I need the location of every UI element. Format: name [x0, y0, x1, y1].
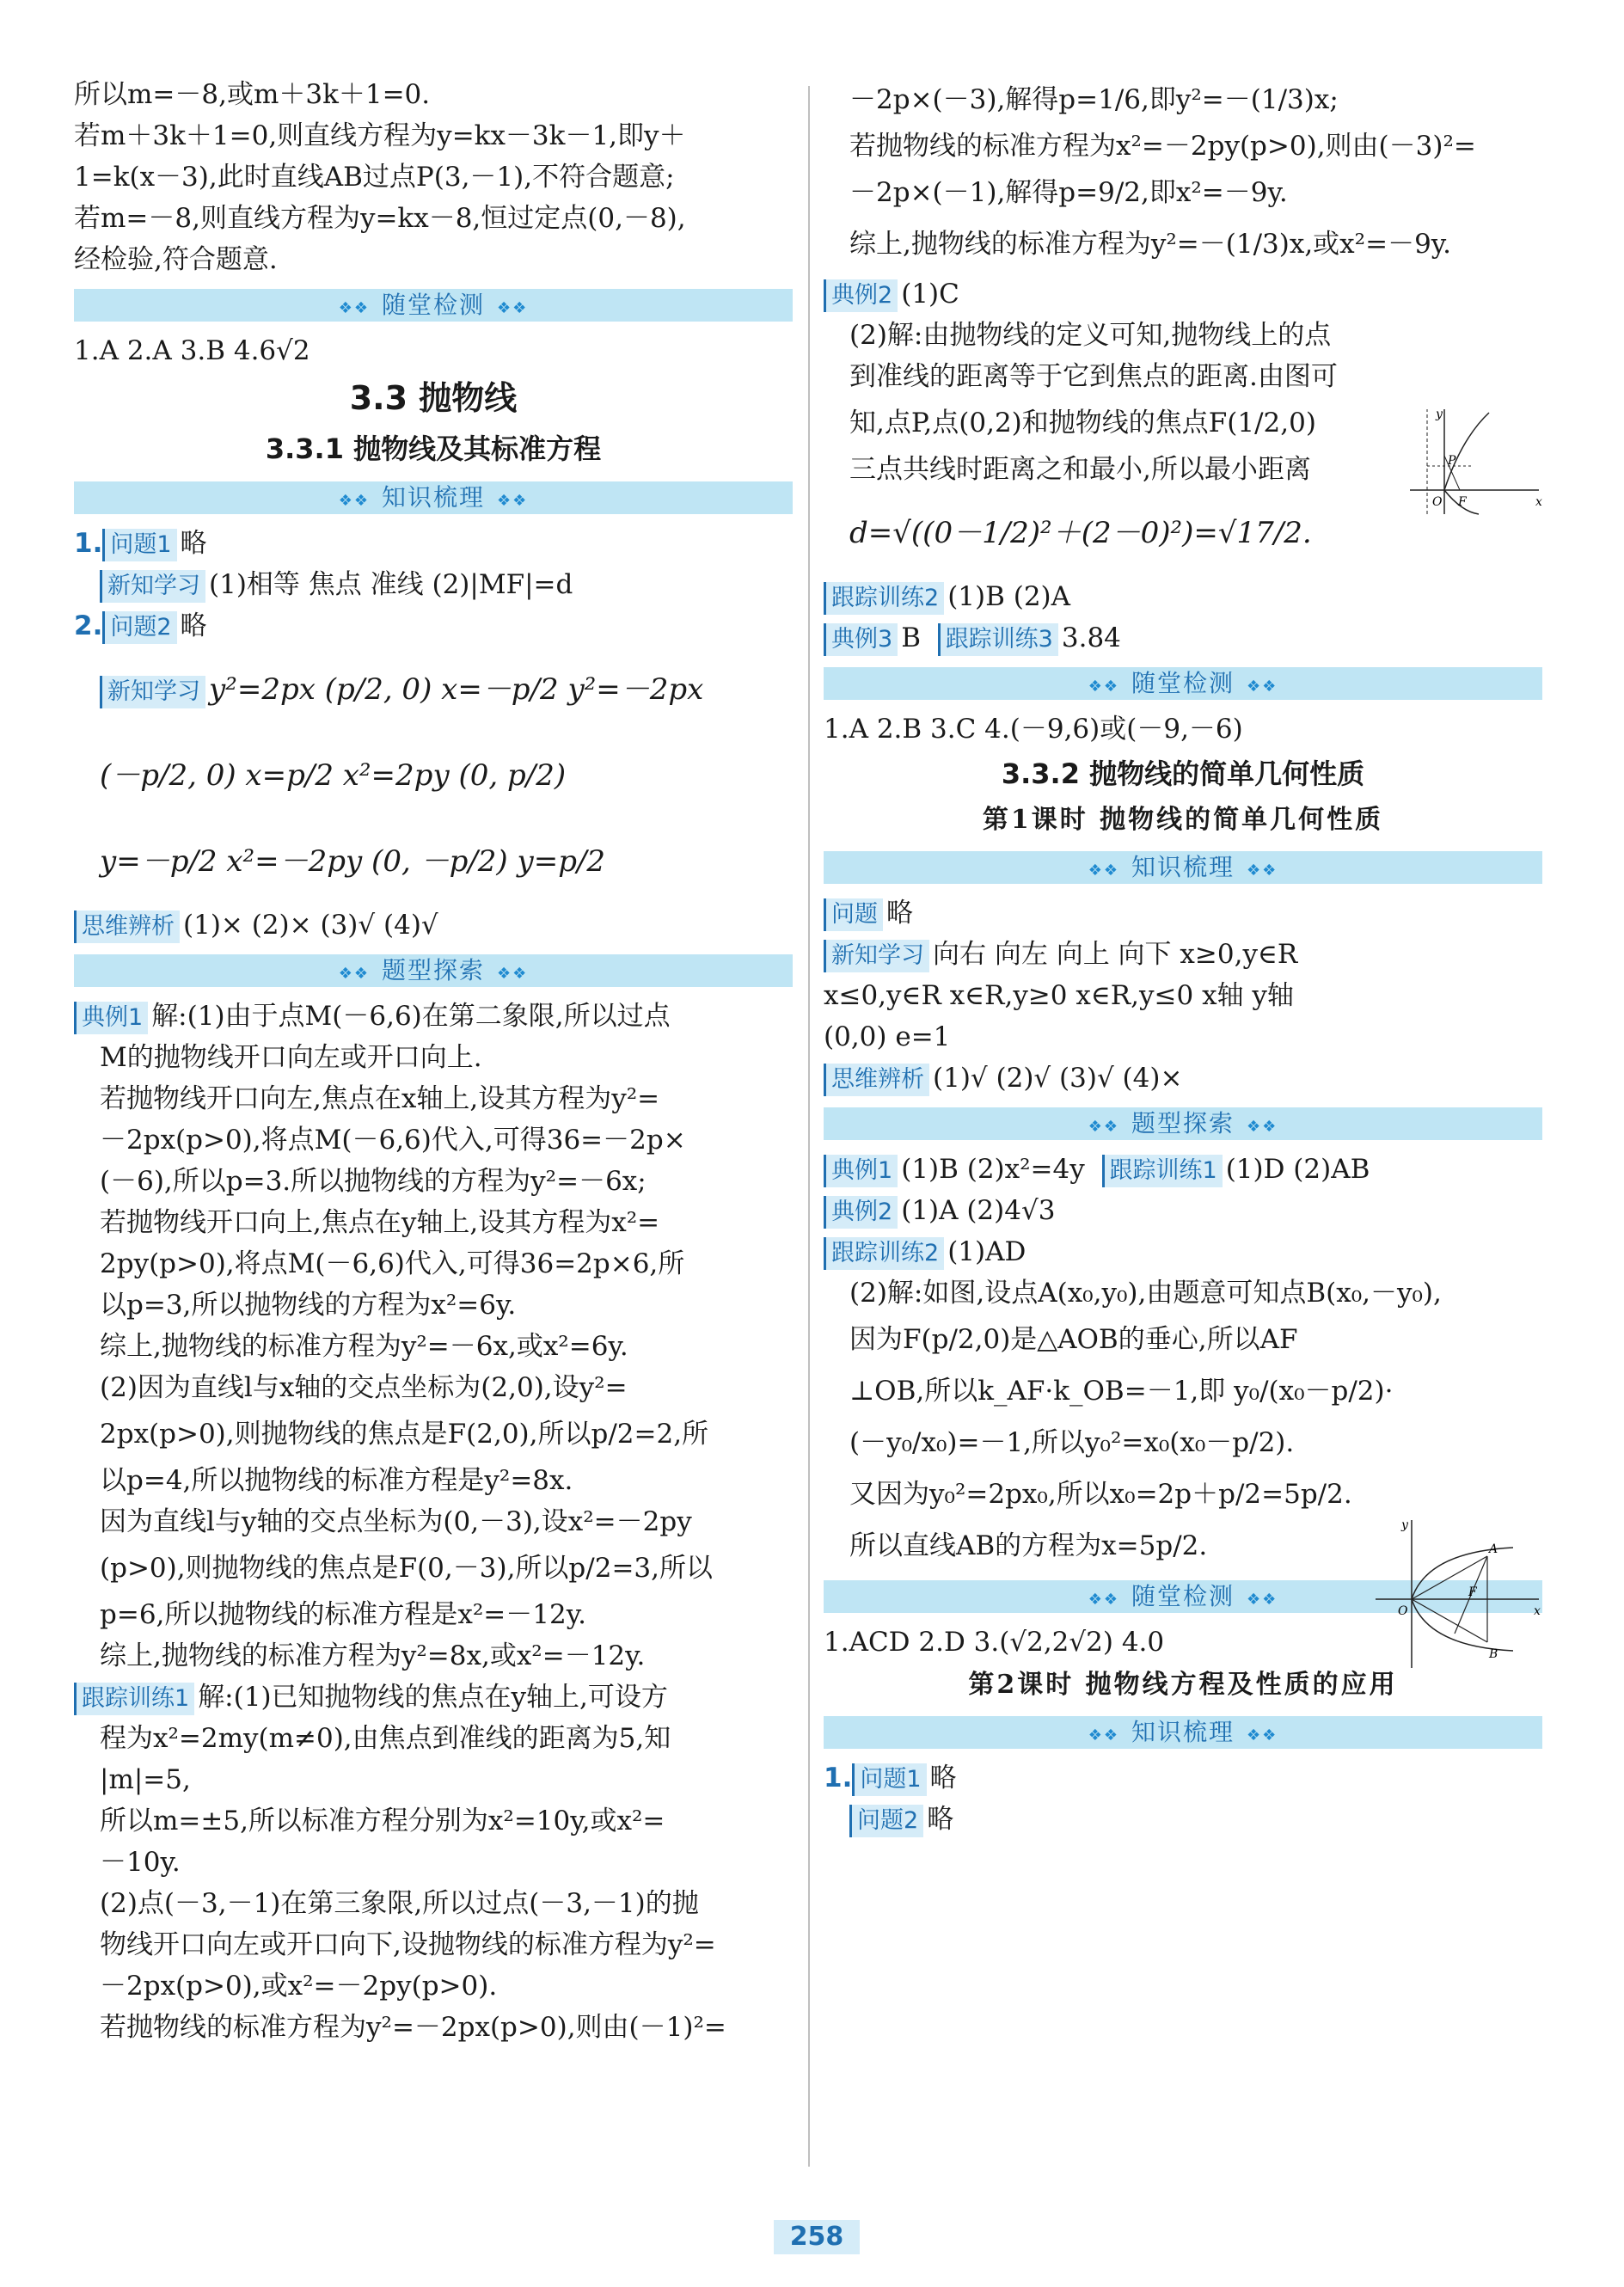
section-band-knowledge [824, 1716, 1542, 1749]
text-line: －2p×(－3),解得p=1/6,即y²=－(1/3)x; [849, 84, 1339, 115]
band-label: 知识梳理 [1131, 853, 1235, 881]
item-text: 略 [929, 1763, 957, 1793]
tag-label: 问题 [824, 898, 883, 931]
tag-label: 问题2 [849, 1805, 923, 1837]
band-dots-icon: ❖❖ [1088, 678, 1119, 696]
band-dots-icon: ❖❖ [1088, 1591, 1119, 1609]
item-line [74, 605, 793, 647]
item-line [824, 576, 1542, 617]
item-line [74, 904, 793, 946]
item-text: (1)C [901, 279, 959, 310]
tag-label: 跟踪训练2 [824, 1237, 944, 1270]
item-text: (1)AD [947, 1236, 1026, 1267]
formula-line [74, 819, 793, 904]
item-text: 略 [886, 898, 913, 929]
band-label: 随堂检测 [1131, 1582, 1235, 1610]
band-dots-icon: ❖❖ [1247, 861, 1278, 880]
tag-label: 新知学习 [100, 676, 205, 708]
section-band-practice [74, 289, 793, 322]
tag-label: 典例2 [824, 279, 898, 312]
parabola-figure-1 [1410, 404, 1547, 516]
band-dots-icon: ❖❖ [1088, 1726, 1119, 1744]
text-line: (2)因为直线l与x轴的交点坐标为(2,0),设y²= [100, 1372, 628, 1403]
band-label: 题型探索 [381, 956, 485, 984]
text-line: ⊥OB,所以k_AF·k_OB=－1,即 y₀/(x₀－p/2)· [849, 1376, 1394, 1407]
column-divider [808, 86, 810, 2167]
segment-ob [1412, 1599, 1487, 1642]
item-text: (1)D (2)AB [1225, 1154, 1370, 1185]
band-dots-icon: ❖❖ [1088, 1118, 1119, 1136]
text-line: －2p×(－1),解得p=9/2,即x²=－9y. [849, 177, 1288, 208]
text-line: 因为F(p/2,0)是△AOB的垂心,所以AF [849, 1324, 1298, 1355]
item-text: 略 [927, 1804, 954, 1835]
item-number: 1. [74, 528, 103, 559]
text-line: 三点共线时距离之和最小,所以最小距离 [849, 454, 1311, 485]
text-line: 知,点P,点(0,2)和抛物线的焦点F(1/2,0) [849, 408, 1316, 438]
tag-label: 典例2 [824, 1196, 898, 1229]
band-label: 知识梳理 [381, 483, 485, 512]
tag-label: 跟踪训练3 [938, 623, 1058, 656]
subsection-title: 3.3.2 抛物线的简单几何性质 [1001, 757, 1365, 790]
item-line [74, 523, 793, 564]
item-text: (1)× (2)× (3)√ (4)√ [183, 910, 438, 941]
lesson-title: 第2课时 抛物线方程及性质的应用 [968, 1670, 1398, 1700]
band-label: 随堂检测 [381, 291, 485, 319]
fig-label-y: y [1436, 408, 1443, 421]
text-line: 2py(p>0),将点M(－6,6)代入,可得36=2p×6,所 [100, 1248, 685, 1279]
fig-label-o: O [1432, 495, 1443, 509]
item-text: 略 [180, 528, 207, 559]
tag-label: 思维辨析 [74, 911, 180, 943]
band-dots-icon: ❖❖ [1247, 1118, 1278, 1136]
text-line: (2)解:如图,设点A(x₀,y₀),由题意可知点B(x₀,－y₀), [849, 1278, 1442, 1309]
item-line [824, 892, 1542, 934]
text-line: 所以m=±5,所以标准方程分别为x²=10y,或x²= [100, 1806, 665, 1836]
text-line: 又因为y₀²=2px₀,所以x₀=2p＋p/2=5p/2. [849, 1479, 1352, 1510]
item-text: (1)B (2)x²=4y [901, 1154, 1085, 1185]
lesson-title: 第1课时 抛物线的简单几何性质 [982, 805, 1384, 835]
text-line: 物线开口向左或开口向下,设抛物线的标准方程为y²= [100, 1929, 716, 1960]
item-text: (1)A (2)4√3 [901, 1195, 1056, 1226]
tag-label: 新知学习 [824, 940, 929, 972]
band-dots-icon: ❖❖ [338, 965, 370, 983]
tag-label: 问题1 [852, 1763, 926, 1796]
text-line: 到准线的距离等于它到焦点的距离.由图可 [849, 361, 1338, 392]
section-band-knowledge [824, 851, 1542, 884]
item-line [74, 996, 793, 1037]
fig-label-a: A [1489, 1542, 1498, 1556]
text-line: 以p=3,所以抛物线的方程为x²=6y. [100, 1290, 517, 1321]
parabola-figure-2 [1376, 1513, 1547, 1677]
formula: y=－p/2 x²=－2py (0, －p/2) y=p/2 [100, 844, 606, 879]
text-line: (－6),所以p=3.所以抛物线的方程为y²=－6x; [100, 1166, 647, 1197]
tag-label: 问题1 [102, 529, 176, 561]
section-band-practice [824, 667, 1542, 700]
text-line: 若抛物线的标准方程为x²=－2py(p>0),则由(－3)²= [849, 131, 1476, 162]
section-band-explore [74, 954, 793, 987]
text-line: 综上,抛物线的标准方程为y²=－6x,或x²=6y. [100, 1331, 628, 1362]
tag-label: 跟踪训练1 [74, 1683, 194, 1715]
item-text: (1)√ (2)√ (3)√ (4)× [933, 1063, 1183, 1094]
item-text: 解:(1)已知抛物线的焦点在y轴上,可设方 [198, 1682, 668, 1713]
text-line: 经检验,符合题意. [74, 244, 278, 275]
text-line: 若m=－8,则直线方程为y=kx－8,恒过定点(0,－8), [74, 203, 686, 234]
item-text: 向右 向左 向上 向下 x≥0,y∈R [933, 939, 1298, 970]
page-number: 258 [774, 2220, 860, 2254]
text-line: －2px(p>0),将点M(－6,6)代入,可得36=－2p× [100, 1125, 686, 1156]
band-dots-icon: ❖❖ [1247, 678, 1278, 696]
band-dots-icon: ❖❖ [497, 299, 529, 317]
text-line: －10y. [100, 1847, 181, 1878]
tag-label: 跟踪训练2 [824, 582, 944, 615]
fig-label-o: O [1398, 1604, 1408, 1618]
item-line [824, 1231, 1542, 1272]
band-dots-icon: ❖❖ [497, 492, 529, 510]
item-line [824, 617, 1542, 659]
tag-label: 思维辨析 [824, 1064, 929, 1096]
tag-label: 典例3 [824, 623, 898, 656]
text-line: (0,0) e=1 [824, 1021, 951, 1052]
item-line [74, 1677, 793, 1718]
item-line [74, 564, 793, 605]
text-line: 2px(p>0),则抛物线的焦点是F(2,0),所以p/2=2,所 [100, 1419, 709, 1450]
item-text: 解:(1)由于点M(－6,6)在第二象限,所以过点 [151, 1001, 671, 1032]
tag-label: 问题2 [102, 611, 176, 644]
formula: y²=2px (p/2, 0) x=－p/2 y²=－2px [209, 672, 704, 707]
text-line: (2)点(－3,－1)在第三象限,所以过点(－3,－1)的抛 [100, 1888, 699, 1919]
answers: 1.A 2.A 3.B 4.6√2 [74, 335, 310, 366]
subsection-title: 3.3.1 抛物线及其标准方程 [265, 432, 602, 465]
formula-line [74, 733, 793, 819]
answers: 1.ACD 2.D 3.(√2,2√2) 4.0 [824, 1627, 1165, 1658]
band-label: 知识梳理 [1131, 1718, 1235, 1746]
item-text: 3.84 [1061, 622, 1121, 653]
text-line: 若抛物线开口向上,焦点在y轴上,设其方程为x²= [100, 1207, 660, 1238]
text-line: 若m＋3k＋1=0,则直线方程为y=kx－3k－1,即y＋ [74, 120, 686, 151]
item-line [824, 1799, 1542, 1840]
fig-label-x: x [1534, 1604, 1541, 1618]
formula: d=√((0－1/2)²＋(2－0)²)=√17/2. [849, 516, 1312, 550]
text-line: 综上,抛物线的标准方程为y²=8x,或x²=－12y. [100, 1640, 646, 1671]
band-dots-icon: ❖❖ [497, 965, 529, 983]
band-label: 题型探索 [1131, 1109, 1235, 1137]
text-line: |m|=5, [100, 1764, 191, 1795]
tag-label: 典例1 [824, 1155, 898, 1187]
band-dots-icon: ❖❖ [1247, 1726, 1278, 1744]
text-line: 程为x²=2my(m≠0),由焦点到准线的距离为5,知 [100, 1723, 671, 1754]
tag-label: 典例1 [74, 1002, 148, 1034]
item-number: 1. [824, 1763, 853, 1793]
item-line [824, 273, 1542, 315]
item-line [824, 1190, 1542, 1231]
item-line [824, 934, 1542, 975]
text-line: 所以m=－8,或m＋3k＋1=0. [74, 79, 431, 110]
text-line: 若抛物线开口向左,焦点在x轴上,设其方程为y²= [100, 1083, 660, 1114]
text-line: 综上,抛物线的标准方程为y²=－(1/3)x,或x²=－9y. [849, 229, 1452, 260]
item-number: 2. [74, 610, 103, 641]
item-text: (1)B (2)A [947, 581, 1071, 612]
text-line: (2)解:由抛物线的定义可知,抛物线上的点 [849, 320, 1332, 351]
item-text: B [901, 622, 921, 653]
tag-label: 新知学习 [100, 570, 205, 603]
text-line: 所以直线AB的方程为x=5p/2. [849, 1530, 1208, 1561]
section-band-knowledge [74, 481, 793, 514]
left-column [74, 74, 793, 2048]
item-line [824, 1757, 1542, 1799]
fig-label-p: P [1448, 454, 1456, 468]
formula-line [74, 647, 793, 733]
section-title: 3.3 抛物线 [349, 379, 518, 417]
text-line: 以p=4,所以抛物线的标准方程是y²=8x. [100, 1465, 573, 1496]
text-line: (p>0),则抛物线的焦点是F(0,－3),所以p/2=3,所以 [100, 1553, 713, 1584]
fig-label-f: F [1458, 495, 1467, 509]
text-line: 1=k(x－3),此时直线AB过点P(3,－1),不符合题意; [74, 162, 675, 193]
text-line: M的抛物线开口向左或开口向上. [100, 1042, 482, 1073]
item-line [824, 1149, 1542, 1190]
band-dots-icon: ❖❖ [338, 299, 370, 317]
band-dots-icon: ❖❖ [338, 492, 370, 510]
fig-label-b: B [1489, 1647, 1498, 1661]
tag-label: 跟踪训练1 [1102, 1155, 1223, 1187]
text-line: x≤0,y∈R x∈R,y≥0 x∈R,y≤0 x轴 y轴 [824, 980, 1294, 1011]
item-text: 略 [180, 610, 207, 641]
fig-label-x: x [1535, 495, 1542, 509]
text-line: 因为直线l与y轴的交点坐标为(0,－3),设x²=－2py [100, 1506, 692, 1537]
answer-line [74, 330, 793, 371]
band-label: 随堂检测 [1131, 669, 1235, 697]
answer-line [824, 708, 1542, 750]
band-dots-icon: ❖❖ [1247, 1591, 1278, 1609]
item-text: (1)相等 焦点 准线 (2)|MF|=d [209, 569, 573, 600]
formula: (－p/2, 0) x=p/2 x²=2py (0, p/2) [100, 758, 567, 793]
text-line: 若抛物线的标准方程为y²=－2px(p>0),则由(－1)²= [100, 2012, 726, 2043]
text-line: p=6,所以抛物线的标准方程是x²=－12y. [100, 1599, 586, 1630]
text-line: －2px(p>0),或x²=－2py(p>0). [100, 1971, 498, 2002]
fig-label-f: F [1468, 1585, 1477, 1599]
fig-label-y: y [1401, 1518, 1408, 1532]
item-line [824, 1058, 1542, 1099]
band-dots-icon: ❖❖ [1088, 861, 1119, 880]
answers: 1.A 2.B 3.C 4.(－9,6)或(－9,－6) [824, 714, 1243, 745]
text-line: (－y₀/x₀)=－1,所以y₀²=x₀(x₀－p/2). [849, 1427, 1295, 1458]
section-band-explore [824, 1107, 1542, 1140]
